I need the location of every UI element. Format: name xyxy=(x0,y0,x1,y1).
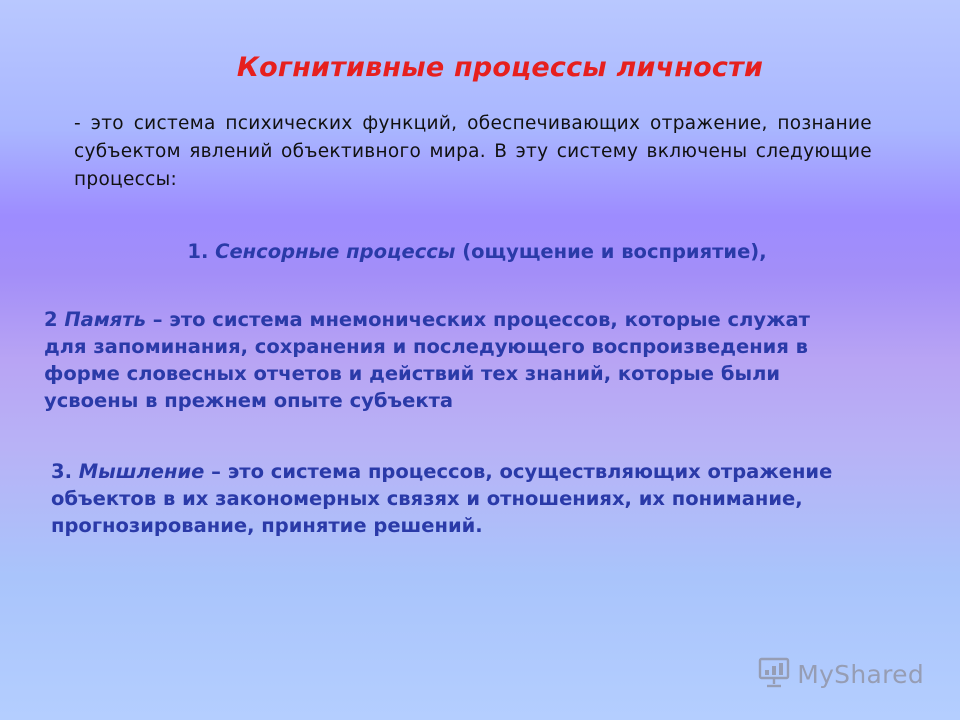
intro-paragraph: - это система психических функций, обеспечивающих отражение, познание субъектом явлений объективного мира. В эту систему включены следующие процессы: xyxy=(74,113,872,190)
watermark xyxy=(757,656,924,692)
list-item-thinking xyxy=(51,458,911,539)
presentation-board-icon xyxy=(757,656,791,692)
item-description: (ощущение и восприятие), xyxy=(455,240,767,263)
watermark-text: MyShared xyxy=(797,659,924,689)
item-term: Мышление xyxy=(78,460,205,483)
list-item-memory xyxy=(44,306,844,414)
slide-title: Когнитивные процессы личности xyxy=(236,52,764,83)
item-term: Сенсорные процессы xyxy=(215,240,456,263)
item-number: 1. xyxy=(187,240,216,263)
item-term: Память xyxy=(64,308,146,331)
item-number: 3. xyxy=(51,460,79,483)
item-description: – это система мнемонических процессов, которые служат для запоминания, сохранения и последующего воспроизведения в форме словесных отчетов и действий тех знаний, которые были усвоены в прежнем опыте субъекта xyxy=(44,308,810,412)
item-number: 2 xyxy=(44,308,65,331)
item-description: – это система процессов, осуществляющих отражение объектов в их закономерных связях и отношениях, их понимание, прогнозирование, принятие решений. xyxy=(51,460,833,537)
list-item-sensory xyxy=(0,238,960,265)
